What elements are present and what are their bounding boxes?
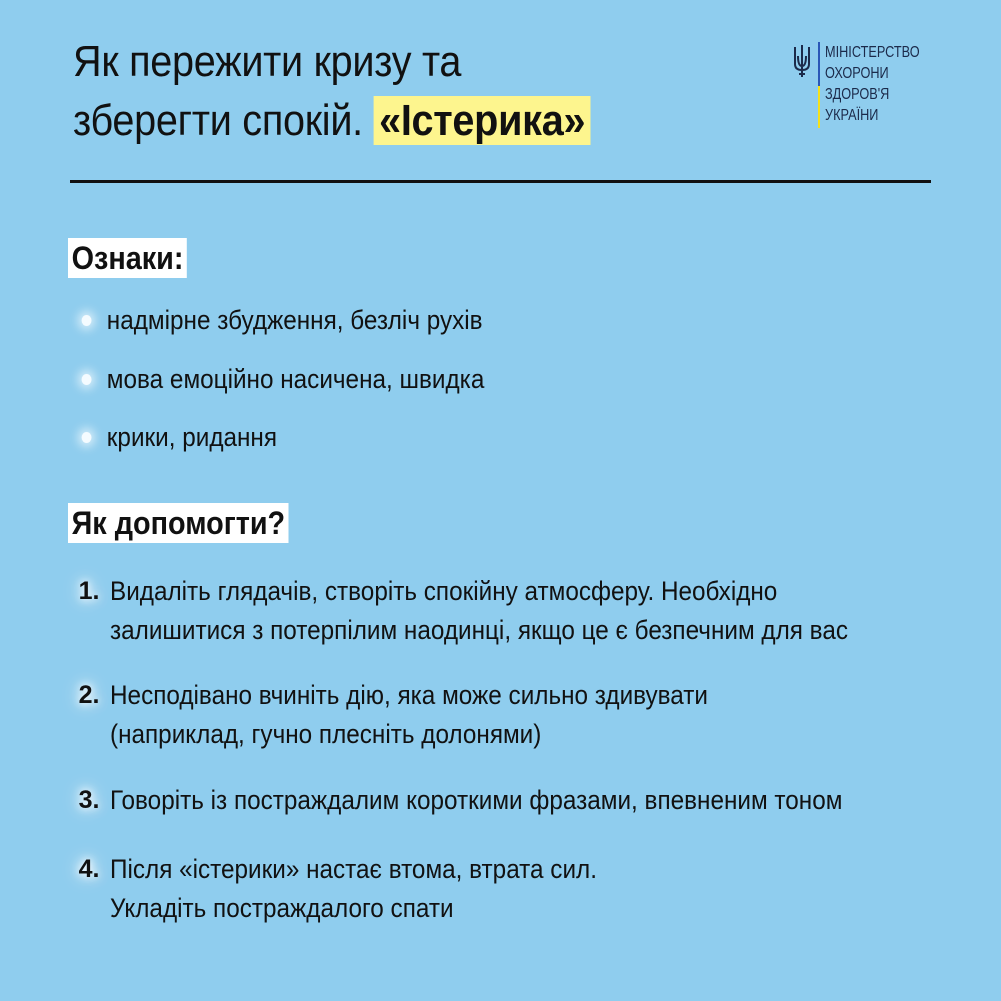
logo-yellow-bar — [818, 86, 820, 128]
step-text — [110, 676, 708, 754]
signs-heading: Ознаки: — [68, 238, 187, 278]
sign-text: мова емоційно насичена, швидка — [106, 363, 485, 394]
ministry-logo — [792, 42, 942, 132]
step-number: 2. — [78, 681, 100, 709]
bullet-icon — [82, 315, 92, 326]
step-line: Після «істерики» настає втома, втрата сил. — [110, 854, 597, 884]
logo-line-4: УКРАЇНИ — [825, 107, 879, 124]
page-title — [73, 32, 694, 150]
title-line-2-prefix: зберегти спокій. — [73, 96, 363, 145]
step-number: 3. — [78, 786, 100, 814]
title-divider — [70, 180, 931, 183]
step-text — [110, 850, 597, 928]
step-text — [110, 781, 842, 820]
title-line-1: Як пережити кризу та — [73, 37, 462, 86]
logo-line-3: ЗДОРОВ'Я — [825, 86, 890, 103]
bullet-icon — [82, 432, 92, 443]
sign-text: надмірне збудження, безліч рухів — [106, 305, 483, 335]
title-line-2 — [73, 91, 694, 150]
step-number: 4. — [78, 855, 100, 883]
help-heading: Як допомогти? — [68, 503, 289, 543]
logo-line-2: ОХОРОНИ — [825, 65, 889, 82]
list-item — [78, 298, 484, 357]
step-line: залишитися з потерпілим наодинці, якщо це є безпечним для вас — [110, 615, 848, 645]
trident-icon — [792, 44, 812, 78]
step-text — [110, 572, 848, 650]
logo-line-1: МІНІСТЕРСТВО — [825, 44, 920, 61]
sign-text: крики, ридання — [106, 422, 278, 452]
signs-list — [78, 298, 530, 474]
step-line: (наприклад, гучно плесніть долонями) — [110, 719, 542, 749]
step-line: Укладіть постраждалого спати — [110, 893, 454, 923]
step-line: Видаліть глядачів, створіть спокійну атмосферу. Необхідно — [110, 576, 778, 606]
step-number: 1. — [78, 577, 100, 605]
step-line: Говоріть із постраждалим короткими фразами, впевненим тоном — [110, 785, 843, 815]
list-item — [78, 357, 484, 416]
logo-blue-bar — [818, 42, 820, 86]
bullet-icon — [82, 374, 92, 385]
step-line: Несподівано вчиніть дію, яка може сильно здивувати — [110, 680, 709, 710]
list-item — [78, 415, 484, 474]
title-highlight: «Істерика» — [374, 96, 591, 145]
logo-text — [825, 42, 920, 126]
